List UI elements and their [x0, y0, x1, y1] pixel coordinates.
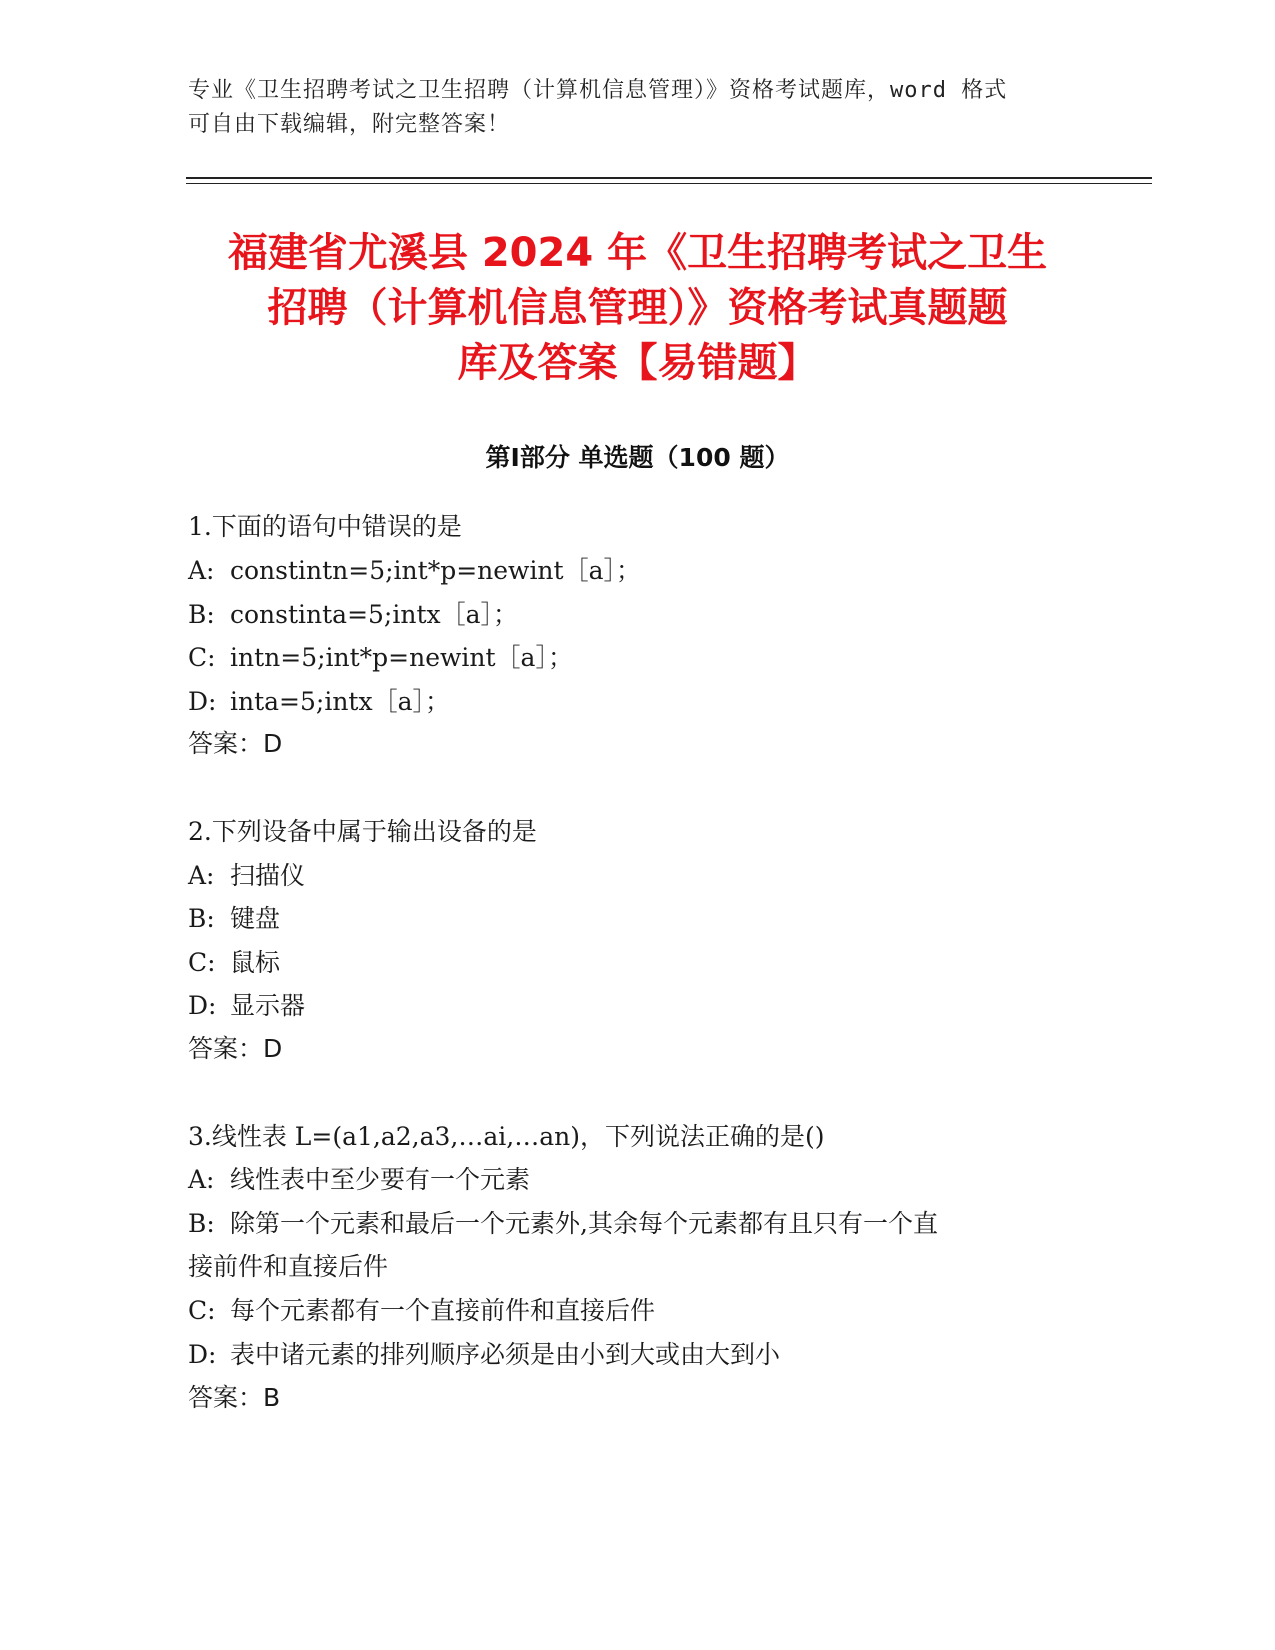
question-1-option-c — [188, 643, 573, 673]
question-2-option-a — [188, 861, 305, 891]
option-text: constintn=5;int*p=newint［a］； — [230, 556, 641, 585]
section-title: 第Ⅰ部分 单选题（100 题） — [485, 443, 790, 472]
option-label: B: — [188, 600, 215, 629]
option-text: 键盘 — [230, 904, 281, 933]
option-label: A: — [188, 556, 215, 585]
question-3-answer: 答案：B — [188, 1383, 281, 1412]
header-note-line-2: 可自由下载编辑，附完整答案！ — [188, 112, 511, 137]
question-1-stem: 1.下面的语句中错误的是 — [188, 512, 462, 541]
question-2-option-b — [188, 904, 280, 934]
question-1-option-a — [188, 556, 641, 586]
question-3-option-a — [188, 1165, 530, 1195]
header-divider-thick — [186, 177, 1152, 179]
question-2-answer: 答案：D — [188, 1034, 283, 1063]
question-1-answer: 答案：D — [188, 729, 283, 758]
title-line-2: 招聘（计算机信息管理）》资格考试真题题 — [267, 285, 1008, 331]
option-text: 除第一个元素和最后一个元素外,其余每个元素都有且只有一个直 — [230, 1209, 938, 1238]
question-2-option-d — [188, 991, 305, 1021]
option-label: D: — [188, 991, 217, 1020]
header-note — [188, 74, 1068, 142]
option-text: 显示器 — [230, 991, 306, 1020]
option-label: A: — [188, 861, 215, 890]
title-line-1: 福建省尤溪县 2024 年《卫生招聘考试之卫生 — [227, 230, 1048, 276]
option-text: constinta=5;intx［a］； — [230, 600, 519, 629]
option-label: D: — [188, 1340, 217, 1369]
title-line-3: 库及答案【易错题】 — [457, 340, 818, 386]
question-2-stem: 2.下列设备中属于输出设备的是 — [188, 817, 537, 846]
option-text: 每个元素都有一个直接前件和直接后件 — [230, 1296, 656, 1325]
option-label: C: — [188, 948, 216, 977]
option-text: intn=5;int*p=newint［a］； — [230, 643, 573, 672]
header-note-line-1: 专业《卫生招聘考试之卫生招聘（计算机信息管理）》资格考试题库，word 格式 — [188, 78, 1008, 103]
question-3-stem: 3.线性表 L=(a1,a2,a3,…ai,…an)，下列说法正确的是() — [188, 1122, 825, 1151]
option-label: C: — [188, 643, 216, 672]
option-text: 扫描仪 — [230, 861, 306, 890]
header-divider-thin — [186, 183, 1152, 184]
option-text: 鼠标 — [230, 948, 281, 977]
option-label: A: — [188, 1165, 215, 1194]
option-text: inta=5;intx［a］； — [230, 687, 450, 716]
option-label: C: — [188, 1296, 216, 1325]
question-3-option-c — [188, 1296, 655, 1326]
question-3-option-d — [188, 1340, 780, 1370]
option-text: 线性表中至少要有一个元素 — [230, 1165, 531, 1194]
option-label: B: — [188, 904, 215, 933]
question-2-option-c — [188, 948, 280, 978]
question-1-option-d — [188, 687, 450, 717]
option-text: 表中诸元素的排列顺序必须是由小到大或由大到小 — [230, 1340, 781, 1369]
question-1-option-b — [188, 600, 518, 630]
option-label: D: — [188, 687, 217, 716]
option-label: B: — [188, 1209, 215, 1238]
document-title — [175, 226, 1100, 391]
question-3-option-b-continuation: 接前件和直接后件 — [188, 1252, 389, 1281]
question-3-option-b — [188, 1209, 938, 1239]
